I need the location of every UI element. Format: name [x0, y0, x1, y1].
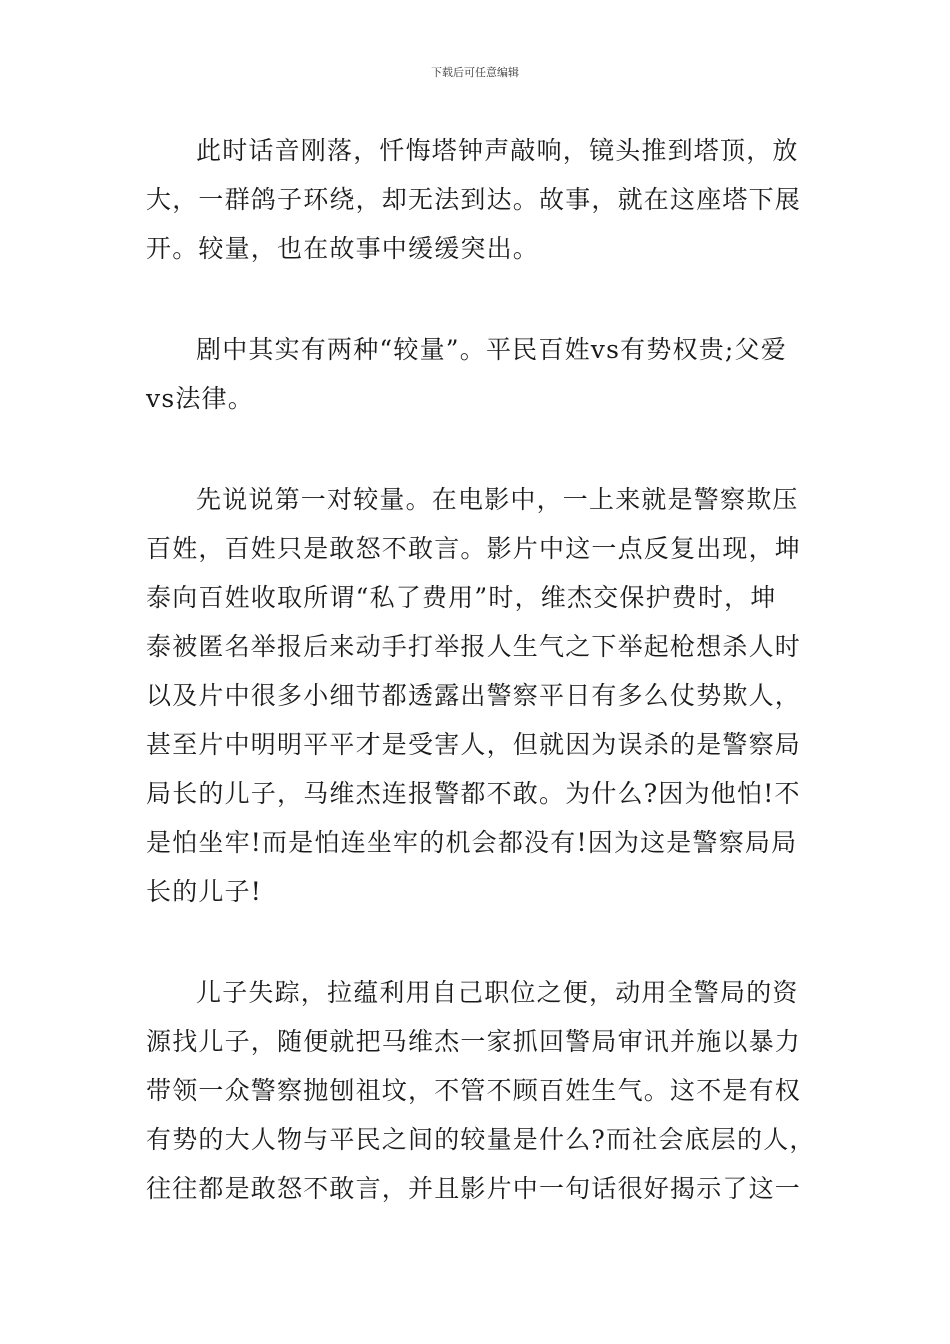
text-line: 甚至片中明明平平才是受害人，但就因为误杀的是警察局	[146, 730, 802, 759]
paragraph-2	[146, 325, 810, 423]
text-line: 先说说第一对较量。在电影中，一上来就是警察欺压	[196, 485, 799, 514]
paragraph-1	[146, 126, 810, 273]
page-header: 下载后可任意编辑	[431, 66, 519, 79]
text-line: 百姓，百姓只是敢怒不敢言。影片中这一点反复出现，坤	[146, 534, 802, 563]
text-line: 带领一众警察抛刨祖坟，不管不顾百姓生气。这不是有权	[146, 1076, 802, 1105]
text-line: 儿子失踪，拉蕴利用自己职位之便，动用全警局的资	[196, 978, 799, 1007]
text-line: 往往都是敢怒不敢言，并且影片中一句话很好揭示了这一	[146, 1174, 802, 1203]
paragraph-3	[146, 475, 810, 916]
text-line: 有势的大人物与平民之间的较量是什么?而社会底层的人，	[146, 1125, 816, 1154]
text-line: 此时话音刚落，忏悔塔钟声敲响，镜头推到塔顶，放	[196, 136, 799, 165]
document-body	[146, 126, 816, 1265]
text-line: 大，一群鸽子环绕，却无法到达。故事，就在这座塔下展	[146, 185, 802, 214]
text-line: vs法律。	[146, 384, 254, 413]
paragraph-4	[146, 968, 816, 1213]
text-line: 以及片中很多小细节都透露出警察平日有多么仗势欺人，	[146, 681, 802, 710]
text-line: 剧中其实有两种“较量”。平民百姓vs有势权贵;父爱	[196, 335, 787, 364]
text-line: 是怕坐牢!而是怕连坐牢的机会都没有!因为这是警察局局	[146, 828, 798, 857]
text-line: 泰向百姓收取所谓“私了费用”时，维杰交保护费时，坤	[146, 583, 777, 612]
text-line: 局长的儿子，马维杰连报警都不敢。为什么?因为他怕!不	[146, 779, 801, 808]
text-line: 开。较量，也在故事中缓缓突出。	[146, 234, 540, 263]
text-line: 泰被匿名举报后来动手打举报人生气之下举起枪想杀人时	[146, 632, 802, 661]
text-line: 长的儿子!	[146, 877, 263, 906]
text-line: 源找儿子，随便就把马维杰一家抓回警局审讯并施以暴力	[146, 1027, 802, 1056]
